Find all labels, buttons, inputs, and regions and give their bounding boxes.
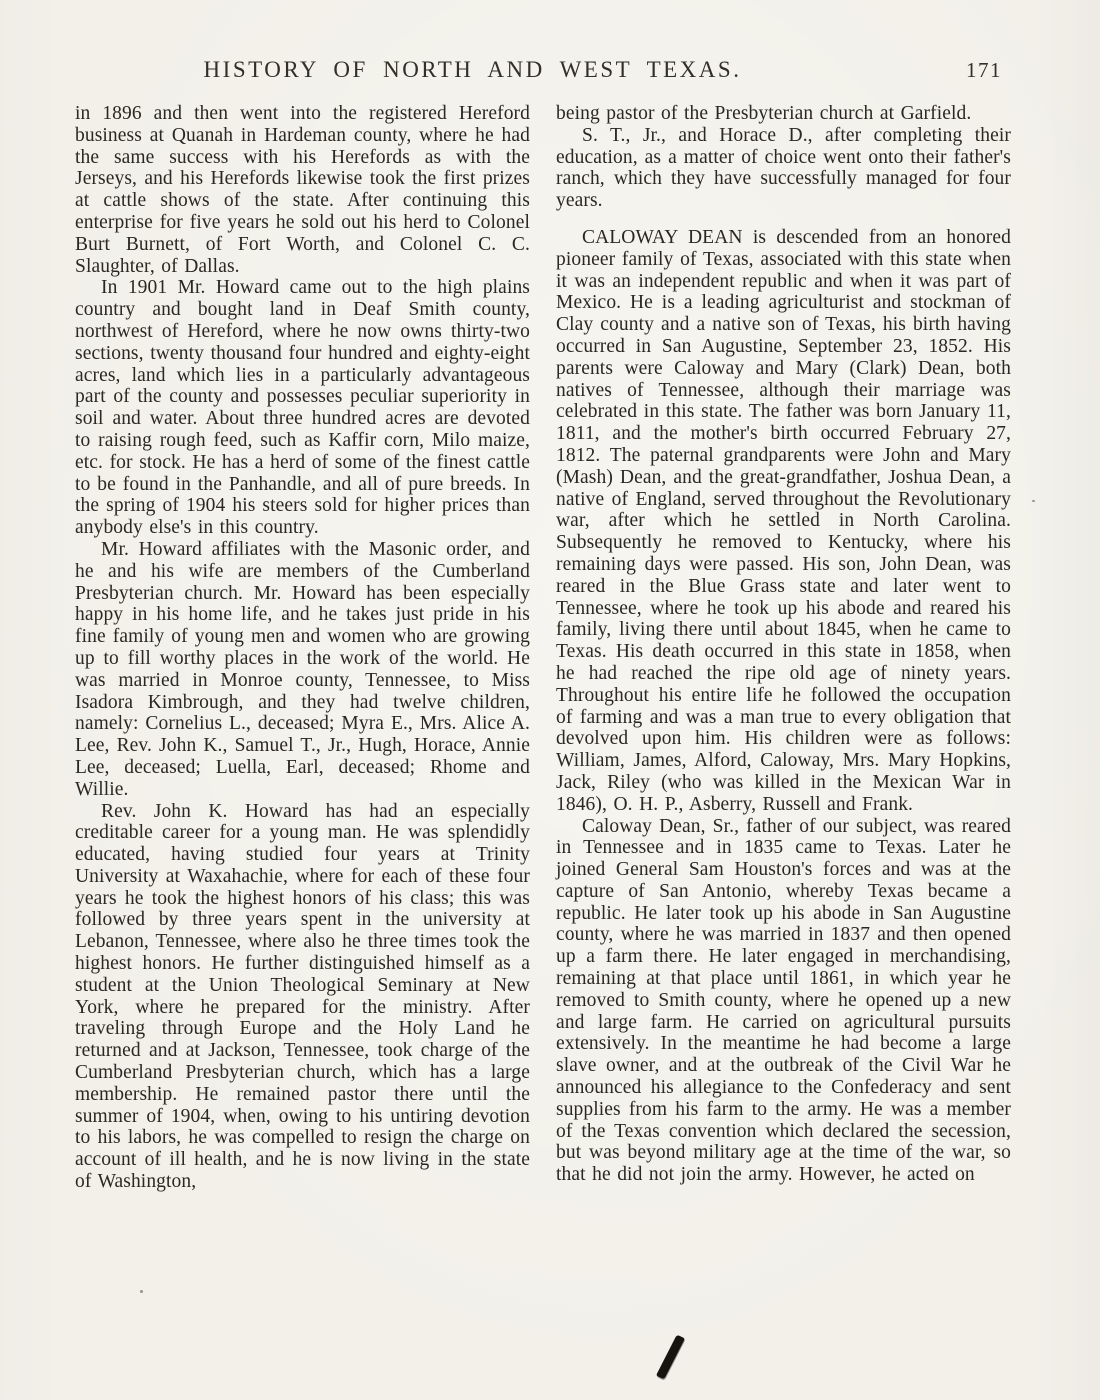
running-head xyxy=(75,57,1010,87)
right-column xyxy=(556,103,1011,1193)
paragraph: In 1901 Mr. Howard came out to the high plains country and bought land in Deaf Smith county, northwest of Hereford, where he now owns thirty-two sections, twenty thousand four hundred and eighty-eight acres, land which lies in a particularly advantageous part of the county and possesses peculiar superiority in soil and water. About three hundred acres are devoted to raising rough feed, such as Kaffir corn, Milo maize, etc. for stock. He has a herd of some of the finest cattle to be found in the Panhandle, and all of pure breeds. In the spring of 1904 his steers sold for higher prices than anybody else's in this country. xyxy=(75,277,530,539)
paragraph-continuation: being pastor of the Presbyterian church at Garfield. xyxy=(556,103,972,124)
paper-speck xyxy=(140,1290,143,1293)
page-number: 171 xyxy=(966,58,1002,82)
paper-speck xyxy=(1032,500,1035,502)
paragraph-continuation: in 1896 and then went into the registered Hereford business at Quanah in Hardeman county, where he had the same success with his Herefords as with the Jerseys, and his Herefords likewise took the first prizes at cattle shows of the state. After continuing this enterprise for five years he sold out his herd to Colonel Burt Burnett, of Fort Worth, and Colonel C. C. Slaughter, of Dallas. xyxy=(75,103,530,277)
paragraph: Mr. Howard affiliates with the Masonic order, and he and his wife are members of the Cumberland Presbyterian church. Mr. Howard has been especially happy in his home life, and he takes just pride in his fine family of young men and women who are growing up to fill worthy places in the work of the world. He was married in Monroe county, Tennessee, to Miss Isadora Kimbrough, and they had twelve children, namely: Cornelius L., deceased; Myra E., Mrs. Alice A. Lee, Rev. John K., Samuel T., Jr., Hugh, Horace, Annie Lee, deceased; Luella, Earl, deceased; Rhome and Willie. xyxy=(75,538,530,800)
text-block xyxy=(75,103,1010,1193)
paragraph: Rev. John K. Howard has had an especially creditable career for a young man. He was splendidly educated, having studied four years at Trinity University at Waxahachie, where for each of these four years he took the highest honors of his class; this was followed by three years spent in the university at Lebanon, Tennessee, where also he three times took the highest honors. He further distinguished himself as a student at the Union Theological Seminary at New York, where he prepared for the ministry. After traveling through Europe and the Holy Land he returned and at Jackson, Tennessee, took charge of the Cumberland Presbyterian church, which has a large membership. He remained pastor there until the summer of 1904, when, owing to his untiring devotion to his labors, he was compelled to resign the charge on account of ill health, and he is now living in the state of Washington, xyxy=(75,800,530,1193)
page-header-title: HISTORY OF NORTH AND WEST TEXAS. xyxy=(203,57,742,82)
paragraph-biography-caloway-dean: CALOWAY DEAN is descended from an honored pioneer family of Texas, associated with this state when it was an independent republic and when it was part of Mexico. He is a leading agriculturist and stockman of Clay county and a native son of Texas, his birth having occurred in San Augustine, September 23, 1852. His parents were Caloway and Mary (Clark) Dean, both natives of Tennessee, although their marriage was celebrated in this state. The father was born January 11, 1811, and the mother's birth occurred February 27, 1812. The paternal grandparents were John and Mary (Mash) Dean, and the great-grandfather, Joshua Dean, a native of England, served throughout the Revolutionary war, after which he settled in North Carolina. Subsequently he removed to Kentucky, where his remaining days were passed. His son, John Dean, was reared in the Blue Grass state and later went to Tennessee, where he took up his abode and reared his family, living there until about 1845, when he came to Texas. His death occurred in this state in 1858, when he had reached the ripe old age of ninety years. Throughout his entire life he followed the occupation of farming and was a man true to every obligation that devolved upon him. His children were as follows: William, James, Alford, Caloway, Mrs. Mary Hopkins, Jack, Riley (who was killed in the Mexican War in 1846), O. H. P., Asberry, Russell and Frank. xyxy=(556,226,1011,815)
ink-stroke-mark xyxy=(656,1334,685,1379)
paragraph: Caloway Dean, Sr., father of our subject, was reared in Tennessee and in 1835 came to Texas. Later he joined General Sam Houston's forces and was at the capture of San Antonio, whereby Texas became a republic. He later took up his abode in San Augustine county, where he was married in 1837 and then opened up a farm there. He later engaged in merchandising, remaining at that place until 1861, in which year he removed to Smith county, where he opened up a new and large farm. He carried on agricultural pursuits extensively. In the meantime he had become a large slave owner, and at the outbreak of the Civil War he announced his allegiance to the Confederacy and sent supplies from his farm to the army. He was a member of the Texas convention which declared the secession, but was beyond military age at the time of the war, so that he did not join the army. However, he acted on xyxy=(556,815,1011,1186)
paragraph: S. T., Jr., and Horace D., after completing their education, as a matter of choice went onto their father's ranch, which they have successfully managed for four years. xyxy=(556,124,1011,212)
left-column xyxy=(75,103,530,1193)
